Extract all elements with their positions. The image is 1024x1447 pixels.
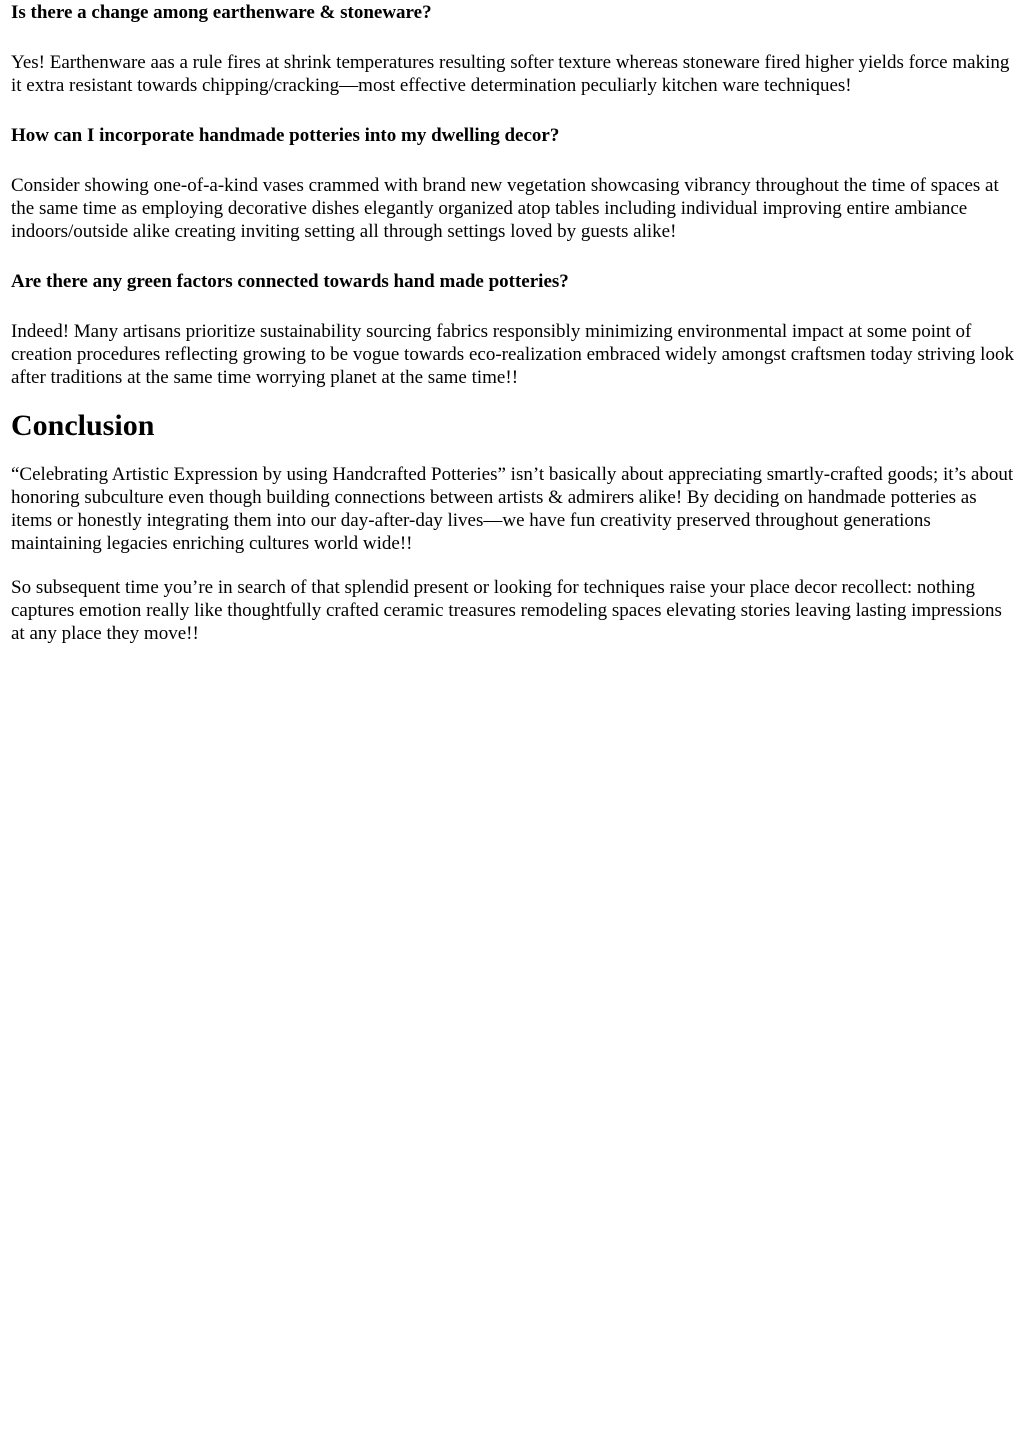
faq-question-green-factors: Are there any green factors connected towards hand made potteries? [11, 271, 569, 292]
faq-answer-earthenware-stoneware: Yes! Earthenware aas a rule fires at shrink temperatures resulting softer texture whereas stoneware fired higher yields force making it extra resistant towards chipping/cracking—most effective determination peculiarly kitchen ware techniques! [11, 52, 1010, 96]
conclusion-heading: Conclusion [11, 409, 155, 442]
article-content [0, 1, 1024, 645]
faq-question-earthenware-stoneware: Is there a change among earthenware & stoneware? [11, 2, 432, 23]
faq-answer-dwelling-decor: Consider showing one-of-a-kind vases crammed with brand new vegetation showcasing vibrancy throughout the time of spaces at the same time as employing decorative dishes elegantly organized atop tables including individual improving entire ambiance indoors/outside alike creating inviting setting all through settings loved by guests alike! [11, 175, 999, 242]
conclusion-paragraph: “Celebrating Artistic Expression by using Handcrafted Potteries” isn’t basically about appreciating smartly-crafted goods; it’s about honoring subculture even though building connections between artists & admirers alike! By deciding on handmade potteries as items or honestly integrating them into our day-after-day lives—we have fun creativity preserved throughout generations maintaining legacies enriching cultures world wide!! [11, 464, 1014, 554]
faq-question-dwelling-decor: How can I incorporate handmade potteries into my dwelling decor? [11, 125, 560, 146]
conclusion-paragraph: So subsequent time you’re in search of that splendid present or looking for techniques raise your place decor recollect: nothing captures emotion really like thoughtfully crafted ceramic treasures remodeling spaces elevating stories leaving lasting impressions at any place they move!! [11, 577, 1002, 644]
faq-answer-green-factors: Indeed! Many artisans prioritize sustainability sourcing fabrics responsibly minimizing environmental impact at some point of creation procedures reflecting growing to be vogue towards eco-realization embraced widely amongst craftsmen today striving look after traditions at the same time worrying planet at the same time!! [11, 321, 1014, 388]
